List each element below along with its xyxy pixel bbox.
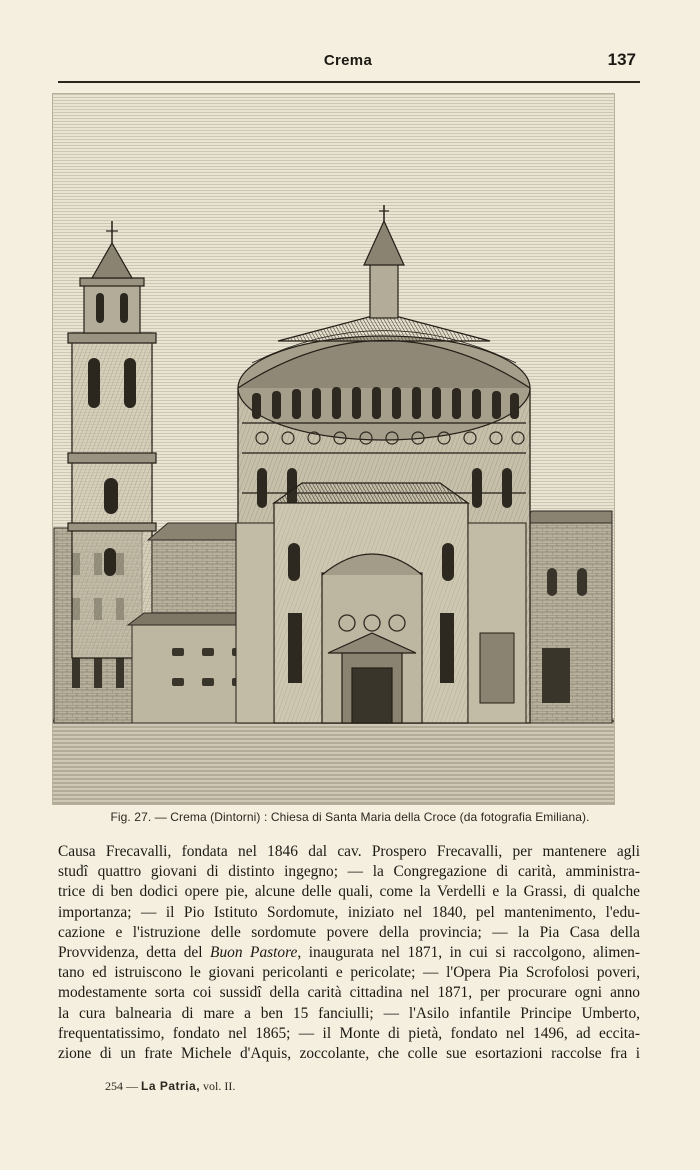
text-line: la cura balnearia di mare a ben 15 fanciulli; — l'Asilo infantile Principe Umberto, bbox=[58, 1004, 640, 1022]
text-segment: Provvidenza, detta del bbox=[58, 944, 211, 962]
running-title: Crema bbox=[323, 52, 373, 69]
text-line: studî quattro giovani di distinto ingegno; — la Congregazione di carità, amministra- bbox=[58, 863, 640, 881]
footer-publication: La Patria, bbox=[141, 1079, 201, 1093]
text-line: tano ed istruiscono le giovani pericolanti e pericolate; — l'Opera Pia Scrofolosi poveri, bbox=[58, 964, 640, 982]
text-line: modestamente sorta coi sussidî della carità cittadina nel 1871, per procurare ogni anno bbox=[58, 984, 640, 1002]
text-line bbox=[58, 943, 640, 963]
text-segment: , inaugurata nel 1871, in cui si raccolgono, alimen- bbox=[297, 944, 640, 962]
text-line: Causa Frecavalli, fondata nel 1846 dal cav. Prospero Frecavalli, per mantenere agli bbox=[58, 843, 640, 860]
italic-title: Buon Pastore bbox=[210, 944, 298, 962]
page-footer bbox=[105, 1079, 235, 1094]
text-line: zione di un frate Michele d'Aquis, zoccolante, che colle sue esortazioni raccolse fra i bbox=[58, 1045, 640, 1063]
footer-volume: vol. II. bbox=[203, 1079, 236, 1093]
running-head bbox=[58, 50, 638, 74]
body-text bbox=[58, 842, 640, 1064]
footer-signature: 254 — bbox=[105, 1079, 138, 1093]
text-line: importanza; — il Pio Istituto Sordomute, iniziato nel 1840, pel mantenimento, l'edu- bbox=[58, 903, 640, 921]
page-number: 137 bbox=[607, 50, 636, 69]
header-rule bbox=[58, 81, 640, 83]
text-line: frequentatissimo, fondato nel 1865; — il Monte di pietà, fondato nel 1496, ad eccita- bbox=[58, 1024, 640, 1042]
figure-caption: Fig. 27. — Crema (Dintorni) : Chiesa di Santa Maria della Croce (da fotografia Emiliana). bbox=[110, 810, 590, 824]
text-line: cazione e l'istruzione delle sordomute povere della provincia; — la Pia Casa della bbox=[58, 923, 640, 941]
text-line: trice di ben dodici opere pie, alcune delle quali, come la Verdelli e la Grassi, di qualche bbox=[58, 883, 640, 901]
church-engraving bbox=[52, 93, 615, 805]
